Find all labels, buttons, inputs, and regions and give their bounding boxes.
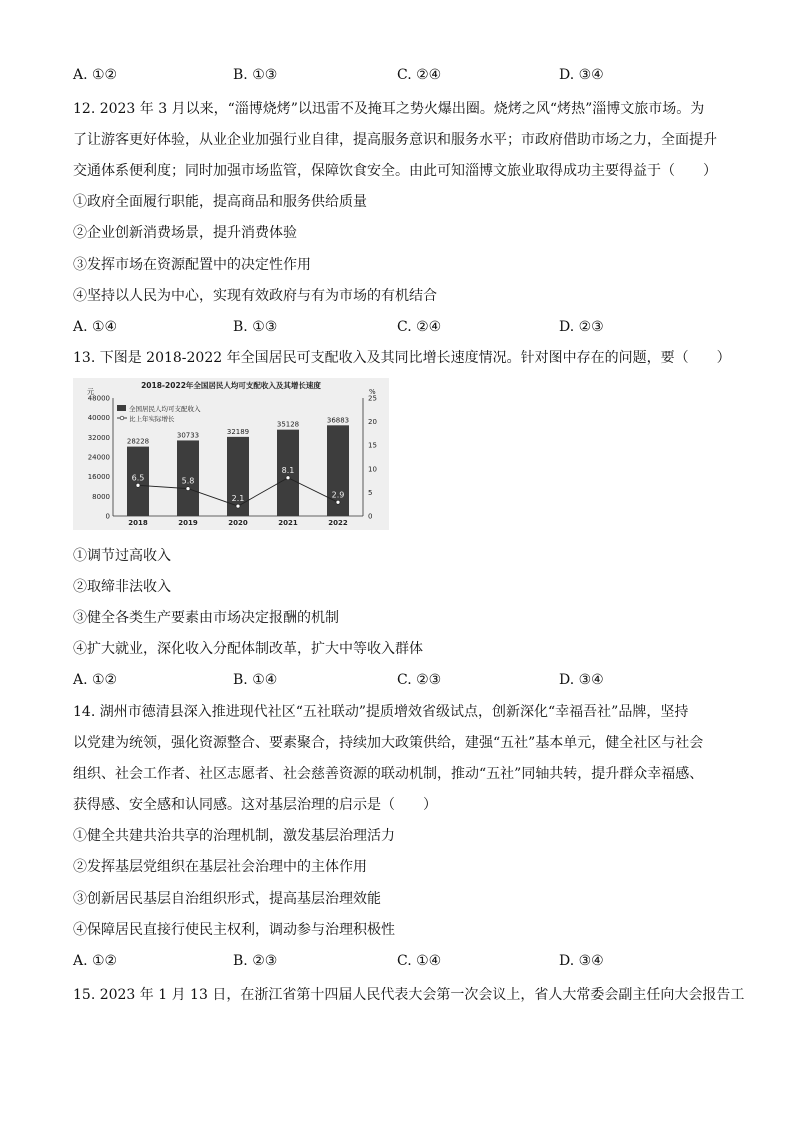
q14-stem-line-3: 组织、社会工作者、社区志愿者、社会慈善资源的联动机制，推动“五社”同轴共转，提升群众幸福感、 (73, 766, 704, 782)
q13-option-c[interactable]: C. ②③ (397, 672, 442, 688)
x-axis-tick-label: 2021 (278, 519, 298, 527)
q12-item-3: ③发挥市场在资源配置中的决定性作用 (73, 257, 311, 273)
q12-option-b[interactable]: B. ①③ (233, 319, 278, 335)
q12-stem-line-1: 12. 2023 年 3 月以来，“淄博烧烤”以迅雷不及掩耳之势火爆出圈。烧烤之风“烤热”淄博文旅市场。为 (73, 101, 705, 117)
q11-option-a[interactable]: A. ①② (73, 67, 118, 83)
x-axis-tick-label: 2019 (178, 519, 198, 527)
legend-line-marker (120, 416, 124, 420)
income-chart (73, 378, 389, 530)
q14-item-1: ①健全共建共治共享的治理机制，激发基层治理活力 (73, 828, 395, 844)
q12-stem-line-2: 了让游客更好体验，从业企业加强行业自律，提高服务意识和服务水平；市政府借助市场之力，全面提升 (73, 132, 717, 148)
right-axis-tick-label: 15 (368, 441, 377, 450)
left-axis-tick-label: 40000 (87, 414, 110, 423)
bars (127, 416, 349, 527)
q12-item-1: ①政府全面履行职能，提高商品和服务供给质量 (73, 194, 367, 210)
q13-item-3: ③健全各类生产要素由市场决定报酬的机制 (73, 610, 339, 626)
q12-item-2: ②企业创新消费场景，提升消费体验 (73, 225, 297, 241)
income-chart-svg (73, 378, 389, 530)
q12-option-d[interactable]: D. ②③ (559, 319, 604, 335)
right-axis-tick-label: 25 (368, 394, 377, 403)
q14-option-d[interactable]: D. ③④ (559, 953, 604, 969)
q14-item-3: ③创新居民基层自治组织形式，提高基层治理效能 (73, 891, 381, 907)
growth-value-label: 2.9 (331, 490, 345, 500)
legend-bar-swatch (117, 405, 126, 411)
growth-value-label: 2.1 (231, 494, 245, 504)
q11-option-d[interactable]: D. ③④ (559, 67, 604, 83)
q14-stem-line-4: 获得感、安全感和认同感。这对基层治理的启示是（ ） (73, 797, 437, 813)
q13-stem: 13. 下图是 2018-2022 年全国居民可支配收入及其同比增长速度情况。针对图中存在的问题，要（ ） (73, 350, 731, 366)
chart-legend (117, 404, 201, 423)
income-bar-value-label: 35128 (276, 420, 300, 429)
q14-stem-line-1: 14. 湖州市德清县深入推进现代社区“五社联动”提质增效省级试点，创新深化“幸福吾社”品牌，坚持 (73, 704, 689, 720)
right-axis-tick-label: 5 (368, 488, 373, 497)
income-bar-value-label: 36883 (326, 416, 350, 425)
income-bar-value-label: 32189 (226, 427, 250, 436)
q14-item-4: ④保障居民直接行使民主权利，调动参与治理积极性 (73, 922, 395, 938)
q13-option-b[interactable]: B. ①④ (233, 672, 278, 688)
q11-option-c[interactable]: C. ②④ (397, 67, 442, 83)
q13-item-1: ①调节过高收入 (73, 548, 171, 564)
left-axis-unit: 元 (87, 388, 94, 396)
left-axis-tick-label: 16000 (87, 473, 110, 482)
growth-point (236, 504, 240, 508)
q13-option-a[interactable]: A. ①② (73, 672, 118, 688)
left-axis-tick-label: 24000 (87, 453, 110, 462)
q12-stem-line-3: 交通体系便利度；同时加强市场监管，保障饮食安全。由此可知淄博文旅业取得成功主要得益于（ ） (73, 163, 717, 179)
x-axis-tick-label: 2018 (128, 519, 148, 527)
right-axis-tick-label: 0 (368, 512, 373, 521)
right-axis-tick-label: 20 (368, 418, 377, 427)
q12-option-c[interactable]: C. ②④ (397, 319, 442, 335)
growth-point (286, 476, 290, 480)
x-axis-tick-label: 2022 (328, 519, 348, 527)
growth-point (336, 500, 340, 504)
growth-point (186, 487, 190, 491)
legend-bar-label: 全国居民人均可支配收入 (129, 405, 201, 413)
x-axis-tick-label: 2020 (228, 519, 248, 527)
q15-stem-line-1: 15. 2023 年 1 月 13 日，在浙江省第十四届人民代表大会第一次会议上，省人大常委会副主任向大会报告工 (73, 987, 745, 1003)
growth-point (136, 483, 140, 487)
legend-line-label: 比上年实际增长 (129, 415, 175, 423)
left-axis-tick-label: 32000 (87, 433, 110, 442)
q13-item-4: ④扩大就业，深化收入分配体制改革，扩大中等收入群体 (73, 641, 423, 657)
q14-item-2: ②发挥基层党组织在基层社会治理中的主体作用 (73, 859, 367, 875)
q14-stem-line-2: 以党建为统领，强化资源整合、要素聚合，持续加大政策供给，建强“五社”基本单元，健全社区与社会 (73, 735, 704, 751)
left-axis-tick-label: 8000 (92, 492, 110, 501)
left-axis-tick-label: 0 (105, 512, 110, 521)
income-bar-value-label: 30733 (176, 431, 200, 440)
q12-item-4: ④坚持以人民为中心，实现有效政府与有为市场的有机结合 (73, 288, 437, 304)
growth-value-label: 8.1 (281, 465, 295, 475)
right-axis-unit: % (369, 388, 376, 396)
left-axis-tick-label: 48000 (87, 394, 110, 403)
q13-item-2: ②取缔非法收入 (73, 579, 171, 595)
growth-value-label: 5.8 (181, 476, 195, 486)
q12-option-a[interactable]: A. ①④ (73, 319, 118, 335)
right-axis-tick-label: 10 (368, 465, 377, 474)
q14-option-a[interactable]: A. ①② (73, 953, 118, 969)
chart-title: 2018-2022年全国居民人均可支配收入及其增长速度 (141, 381, 321, 390)
q14-option-b[interactable]: B. ②③ (233, 953, 278, 969)
q13-option-d[interactable]: D. ③④ (559, 672, 604, 688)
q11-option-b[interactable]: B. ①③ (233, 67, 278, 83)
growth-value-label: 6.5 (131, 473, 145, 483)
income-bar-value-label: 28228 (126, 437, 150, 446)
q14-option-c[interactable]: C. ①④ (397, 953, 442, 969)
